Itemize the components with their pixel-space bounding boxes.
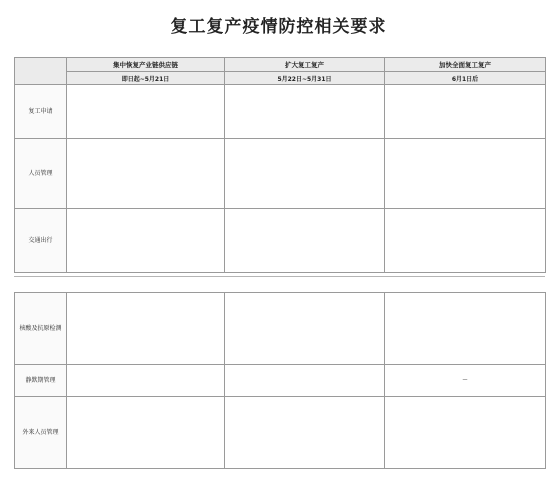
period-row <box>15 72 546 85</box>
column-header: 加快全面复工复产 <box>385 58 546 72</box>
row-label: 复工申请 <box>15 85 67 139</box>
column-period: 6月1日后 <box>385 72 546 85</box>
table-row <box>15 397 546 469</box>
table-cell <box>67 85 225 139</box>
table-row <box>15 85 546 139</box>
table-cell <box>385 85 546 139</box>
section-divider <box>14 276 545 287</box>
table-cell <box>385 397 546 469</box>
table-cell <box>225 365 385 397</box>
column-period: 5月22日~5月31日 <box>225 72 385 85</box>
table-cell <box>225 85 385 139</box>
table-cell <box>67 397 225 469</box>
table-cell <box>67 209 225 273</box>
column-header: 集中恢复产业链供应链 <box>67 58 225 72</box>
table-cell <box>385 139 546 209</box>
table-cell <box>225 139 385 209</box>
row-label: 核酸及抗原检测 <box>15 293 67 365</box>
requirements-table-top <box>14 57 546 273</box>
requirements-table-bottom <box>14 292 546 469</box>
table-cell <box>385 209 546 273</box>
table-row <box>15 139 546 209</box>
header-row <box>15 58 546 72</box>
table-cell <box>225 397 385 469</box>
table-cell <box>67 293 225 365</box>
page-title: 复工复产疫情防控相关要求 <box>170 17 387 37</box>
table-row <box>15 209 546 273</box>
table-cell <box>67 139 225 209</box>
table-row <box>15 293 546 365</box>
row-label: 交通出行 <box>15 209 67 273</box>
table-cell <box>225 209 385 273</box>
table-cell <box>67 365 225 397</box>
table-cell: — <box>385 365 546 397</box>
table-cell <box>385 293 546 365</box>
row-label: 静默期管理 <box>15 365 67 397</box>
column-period: 即日起~5月21日 <box>67 72 225 85</box>
table-row <box>15 365 546 397</box>
row-label: 外来人员管理 <box>15 397 67 469</box>
column-header: 扩大复工复产 <box>225 58 385 72</box>
row-label: 人员管理 <box>15 139 67 209</box>
header-corner <box>15 58 67 85</box>
table-cell <box>225 293 385 365</box>
